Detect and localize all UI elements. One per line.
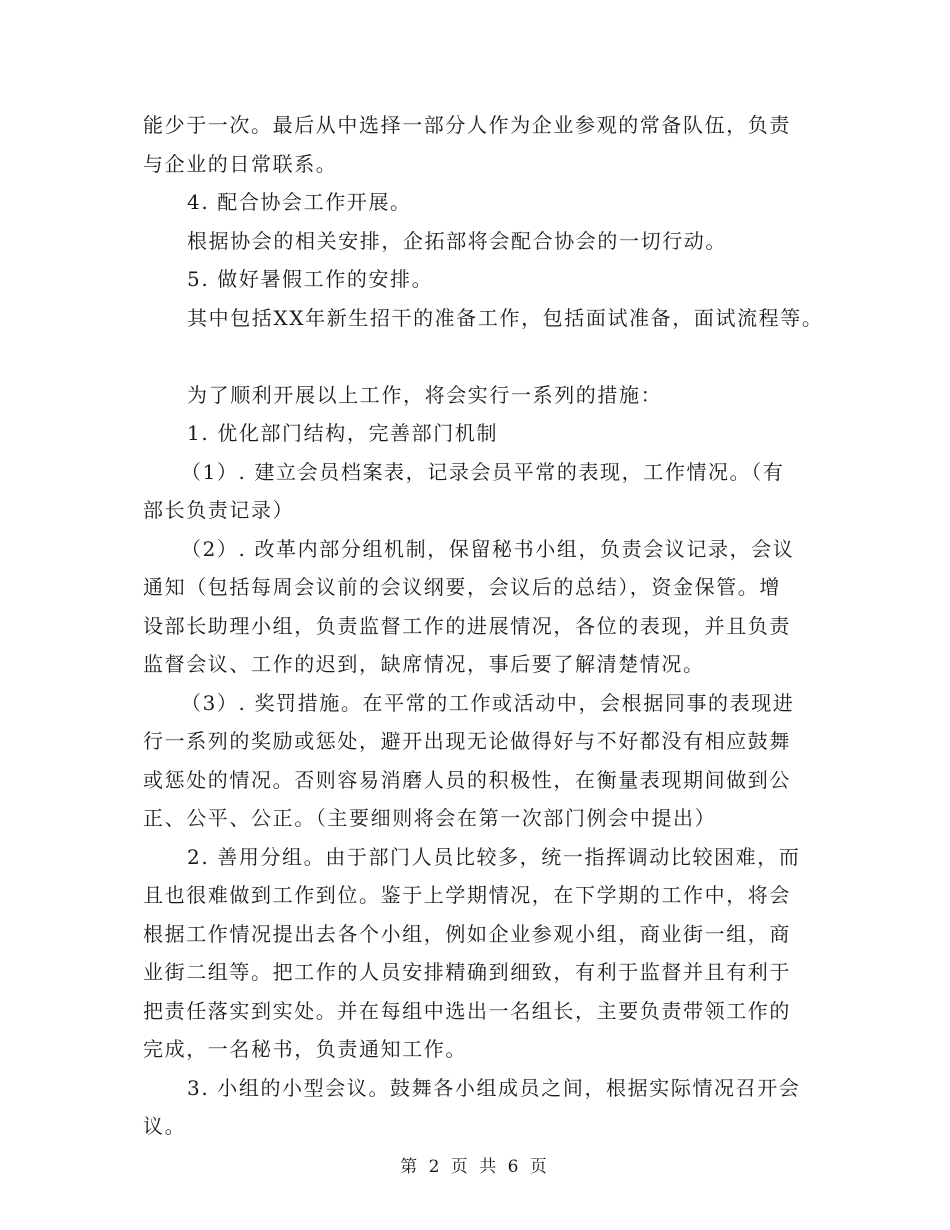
- paragraph-line: 根据工作情况提出去各个小组，例如企业参观小组，商业街一组，商: [143, 921, 791, 946]
- list-item-heading: 4. 配合协会工作开展。: [187, 190, 412, 214]
- paragraph-line: 行一系列的奖励或惩处，避开出现无论做得好与不好都没有相应鼓舞: [143, 729, 791, 753]
- list-item-heading: 3. 小组的小型会议。鼓舞各小组成员之间，根据实际情况召开会: [187, 1075, 801, 1100]
- paragraph-line: 完成，一名秘书，负责通知工作。: [143, 1037, 467, 1061]
- paragraph-line: 通知（包括每周会议前的会议纲要，会议后的总结），资金保管。增: [143, 575, 781, 599]
- page-number-footer: 第 2 页 共 6 页: [400, 1157, 550, 1177]
- blank-line: [143, 337, 815, 376]
- paragraph-line: 根据协会的相关安排，企拓部将会配合协会的一切行动。: [187, 228, 727, 253]
- sub-item-line: （2）. 改革内部分组机制，保留秘书小组，负责会议记录，会议: [181, 536, 795, 561]
- paragraph-line: 或惩处的情况。否则容易消磨人员的积极性，在衡量表现期间做到公: [143, 767, 791, 792]
- list-item-heading: 2. 善用分组。由于部门人员比较多，统一指挥调动比较困难，而: [187, 844, 801, 869]
- paragraph-line: 设部长助理小组，负责监督工作的进展情况，各位的表现，并且负责: [143, 613, 791, 638]
- paragraph-line: 与企业的日常联系。: [143, 151, 338, 176]
- paragraph-line: 业街二组等。把工作的人员安排精确到细致，有利于监督并且有利于: [143, 960, 791, 984]
- section-intro: 为了顺利开展以上工作，将会实行一系列的措施：: [187, 382, 663, 407]
- paragraph-line: 把责任落实到实处。并在每组中选出一名组长，主要负责带领工作的: [143, 998, 791, 1023]
- list-item-heading: 1. 优化部门结构，完善部门机制: [187, 421, 499, 445]
- sub-item-line: （1）. 建立会员档案表，记录会员平常的表现，工作情况。（有: [181, 459, 785, 484]
- paragraph-line: 且也很难做到工作到位。鉴于上学期情况，在下学期的工作中，将会: [143, 883, 791, 907]
- document-body: [143, 106, 824, 1146]
- paragraph-line: 议。: [143, 1114, 187, 1138]
- paragraph-line: 部长负责记录）: [143, 498, 295, 522]
- paragraph-line: 监督会议、工作的迟到，缺席情况，事后要了解清楚情况。: [143, 652, 705, 676]
- paragraph-line: 正、公平、公正。（主要细则将会在第一次部门例会中提出）: [143, 806, 717, 830]
- sub-item-line: （3）. 奖罚措施。在平常的工作或活动中，会根据同事的表现进: [181, 690, 795, 715]
- paragraph-line: 能少于一次。最后从中选择一部分人作为企业参观的常备队伍，负责: [143, 113, 791, 137]
- list-item-heading: 5. 做好暑假工作的安排。: [187, 267, 434, 291]
- paragraph-line: 其中包括XX年新生招干的准备工作，包括面试准备，面试流程等。: [187, 305, 824, 330]
